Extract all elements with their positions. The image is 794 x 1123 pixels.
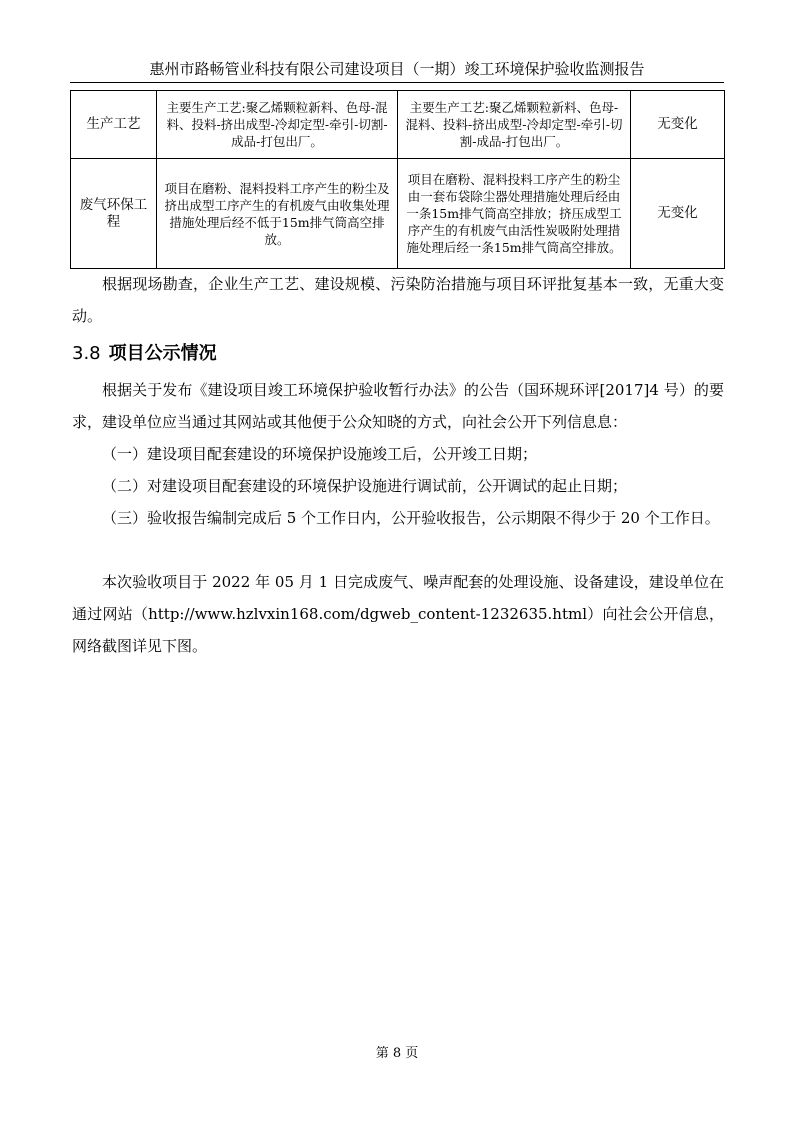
page-header: 惠州市路畅管业科技有限公司建设项目（一期）竣工环境保护验收监测报告: [70, 58, 724, 83]
actual-content-cell: 项目在磨粉、混料投料工序产生的粉尘由一套布袋除尘器处理措施处理后经由一条15m排气筒高空排放；挤压成型工序产生的有机废气由活性炭吸附处理措施处理后经一条15m排气筒高空排放。: [398, 159, 631, 269]
page-number: 第 8 页: [375, 1046, 419, 1061]
table-row: [71, 91, 725, 159]
conclusion-paragraph: 根据现场勘查，企业生产工艺、建设规模、污染防治措施与项目环评批复基本一致，无重大变动。: [72, 275, 724, 325]
intro-paragraph: 根据关于发布《建设项目竣工环境保护验收暂行办法》的公告（国环规环评[2017]4 号）的要求，建设单位应当通过其网站或其他便于公众知晓的方式，向社会公开下列信息息：: [72, 381, 724, 431]
list-item: （二）对建设项目配套建设的环境保护设施进行调试前，公开调试的起止日期；: [102, 477, 628, 495]
section-number: 3.8: [72, 343, 101, 364]
change-comparison-table: [70, 90, 725, 269]
closing-paragraph: 本次验收项目于 2022 年 05 月 1 日完成废气、噪声配套的处理设施、设备建设，建设单位在通过网站（http://www.hzlvxin168.com/dgweb_content-1232635.html）向社会公开信息，网络截图详见下图。: [72, 573, 724, 655]
eia-content-cell: 项目在磨粉、混料投料工序产生的粉尘及挤出成型工序产生的有机废气由收集处理措施处理后经不低于15m排气筒高空排放。: [157, 159, 398, 269]
change-status-cell: 无变化: [631, 159, 725, 269]
eia-content-cell: 主要生产工艺:聚乙烯颗粒新料、色母-混料、投料-挤出成型-冷却定型-牵引-切割-成品-打包出厂。: [157, 91, 398, 159]
list-item: （一）建设项目配套建设的环境保护设施竣工后，公开竣工日期；: [102, 445, 538, 463]
change-status-cell: 无变化: [631, 91, 725, 159]
section-heading: [72, 340, 217, 368]
section-title-text: 项目公示情况: [108, 343, 217, 364]
list-item: （三）验收报告编制完成后 5 个工作日内，公开验收报告，公示期限不得少于 20 个工作日。: [102, 509, 720, 527]
row-label: 废气环保工程: [71, 159, 157, 269]
row-label: 生产工艺: [71, 91, 157, 159]
table-row: [71, 159, 725, 269]
actual-content-cell: 主要生产工艺:聚乙烯颗粒新料、色母-混料、投料-挤出成型-冷却定型-牵引-切割-成品-打包出厂。: [398, 91, 631, 159]
